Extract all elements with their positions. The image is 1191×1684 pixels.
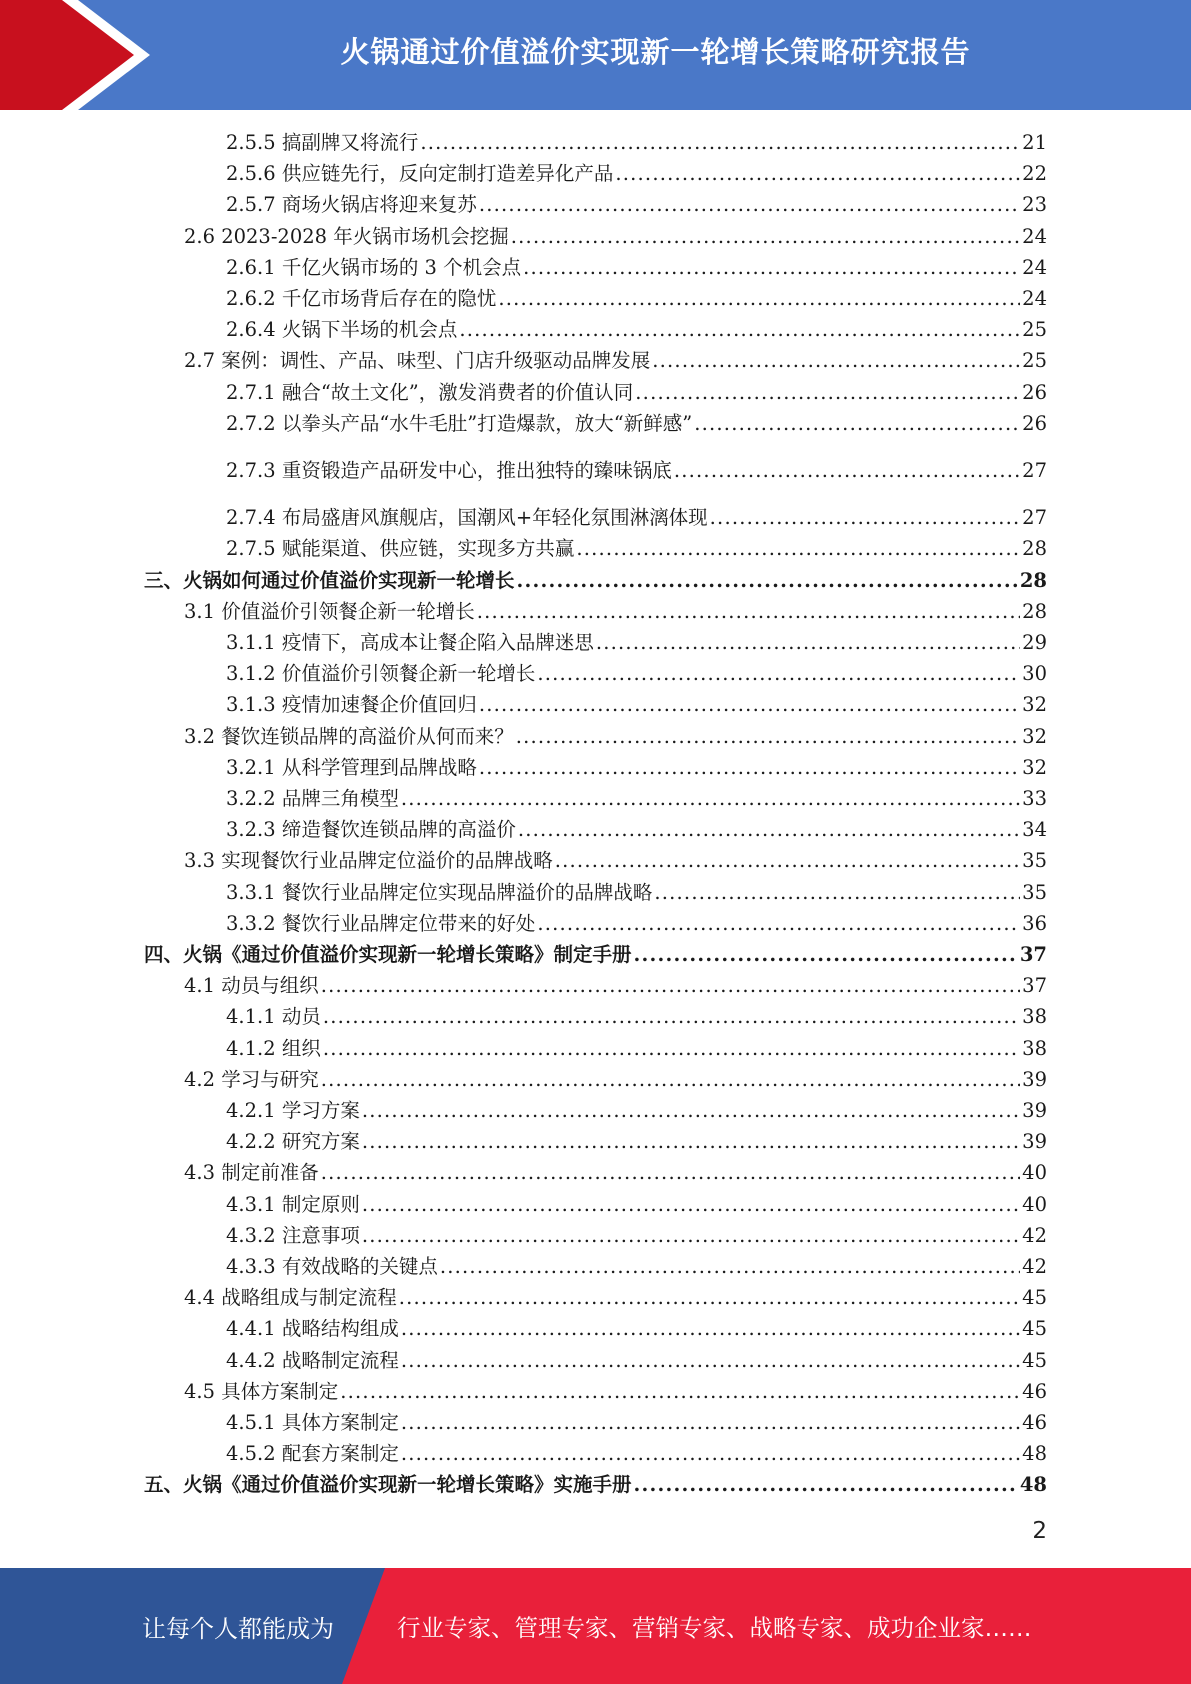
toc-entry-page: 26 xyxy=(1022,380,1047,404)
toc-entry[interactable] xyxy=(226,534,1047,564)
toc-entry-page: 23 xyxy=(1022,193,1047,217)
toc-entry[interactable] xyxy=(184,222,1047,252)
toc-entry-page: 35 xyxy=(1022,849,1047,873)
toc-entry-page: 26 xyxy=(1022,411,1047,435)
toc-entry-title: 2.7.5 赋能渠道、供应链，实现多方共赢 xyxy=(226,537,575,561)
toc-entry[interactable] xyxy=(184,1283,1047,1313)
toc-entry-title: 4.4 战略组成与制定流程 xyxy=(184,1286,397,1310)
toc-dot-leader xyxy=(517,566,1018,596)
toc-entry-title: 2.6 2023-2028 年火锅市场机会挖掘 xyxy=(184,224,509,248)
toc-dot-leader xyxy=(401,1346,1020,1376)
toc-dot-leader xyxy=(694,409,1020,439)
toc-entry[interactable] xyxy=(184,971,1047,1001)
toc-entry-page: 46 xyxy=(1022,1411,1047,1434)
toc-entry-page: 28 xyxy=(1019,568,1047,592)
toc-entry[interactable] xyxy=(184,722,1047,752)
toc-dot-leader xyxy=(401,1408,1020,1438)
toc-dot-leader xyxy=(362,1221,1020,1251)
toc-dot-leader xyxy=(440,1252,1020,1282)
toc-dot-leader xyxy=(634,940,1018,970)
toc-entry-page: 39 xyxy=(1022,1099,1047,1122)
toc-entry-title: 4.2.2 研究方案 xyxy=(226,1130,360,1154)
toc-entry-page: 35 xyxy=(1022,880,1047,904)
toc-entry[interactable] xyxy=(184,346,1047,376)
toc-entry[interactable] xyxy=(226,409,1047,439)
toc-dot-leader xyxy=(401,1439,1020,1469)
toc-entry-page: 34 xyxy=(1022,818,1047,842)
toc-entry-title: 4.3.2 注意事项 xyxy=(226,1223,360,1247)
toc-entry-page: 40 xyxy=(1022,1192,1047,1216)
toc-entry-page: 25 xyxy=(1022,349,1047,373)
toc-entry-title: 3.2 餐饮连锁品牌的高溢价从何而来？ xyxy=(184,724,514,748)
toc-entry-title: 2.6.2 千亿市场背后存在的隐忧 xyxy=(226,287,497,310)
toc-entry[interactable] xyxy=(184,1158,1047,1188)
toc-entry-title: 四、火锅《通过价值溢价实现新一轮增长策略》制定手册 xyxy=(144,943,632,966)
toc-dot-leader xyxy=(479,190,1020,220)
toc-entry-title: 4.2.1 学习方案 xyxy=(226,1099,360,1122)
toc-dot-leader xyxy=(555,846,1020,876)
toc-entry-title: 3.3.1 餐饮行业品牌定位实现品牌溢价的品牌战略 xyxy=(226,880,653,904)
toc-entry-page: 24 xyxy=(1022,287,1047,310)
toc-entry-page: 37 xyxy=(1019,943,1047,966)
toc-dot-leader xyxy=(362,1127,1020,1157)
toc-entry[interactable] xyxy=(226,815,1047,845)
toc-entry-page: 42 xyxy=(1022,1223,1047,1247)
toc-dot-leader xyxy=(518,815,1020,845)
toc-entry-page: 39 xyxy=(1022,1067,1047,1091)
toc-entry-title: 3.2.1 从科学管理到品牌战略 xyxy=(226,755,477,779)
page-header xyxy=(0,0,1191,110)
toc-entry[interactable] xyxy=(226,784,1047,814)
toc-entry-page: 46 xyxy=(1022,1379,1047,1403)
toc-entry[interactable] xyxy=(144,566,1047,596)
toc-entry[interactable] xyxy=(184,1377,1047,1407)
toc-entry[interactable] xyxy=(226,315,1047,345)
toc-entry-title: 3.1.1 疫情下，高成本让餐企陷入品牌迷思 xyxy=(226,631,594,654)
toc-entry[interactable] xyxy=(226,190,1047,220)
header-red-arrow xyxy=(0,0,135,110)
toc-dot-leader xyxy=(576,534,1020,564)
toc-entry-title: 2.7.1 融合“故土文化”，激发消费者的价值认同 xyxy=(226,380,634,404)
toc-entry-title: 4.5 具体方案制定 xyxy=(184,1379,339,1403)
toc-entry[interactable] xyxy=(226,378,1047,408)
toc-dot-leader xyxy=(362,1190,1020,1220)
toc-entry-title: 4.3.3 有效战略的关键点 xyxy=(226,1255,438,1278)
toc-dot-leader xyxy=(674,456,1020,486)
toc-entry[interactable] xyxy=(226,253,1047,283)
toc-entry[interactable] xyxy=(226,1408,1047,1438)
toc-dot-leader xyxy=(654,878,1020,908)
toc-entry[interactable] xyxy=(226,1034,1047,1064)
toc-dot-leader xyxy=(321,971,1020,1001)
page-footer xyxy=(0,1568,1191,1684)
toc-dot-leader xyxy=(634,1470,1018,1500)
toc-dot-leader xyxy=(615,159,1020,189)
toc-entry[interactable] xyxy=(226,1096,1047,1126)
toc-entry-title: 4.1.1 动员 xyxy=(226,1005,321,1029)
toc-entry-title: 3.1.2 价值溢价引领餐企新一轮增长 xyxy=(226,662,536,686)
toc-entry-page: 25 xyxy=(1022,318,1047,342)
toc-entry-page: 45 xyxy=(1022,1348,1047,1372)
toc-entry[interactable] xyxy=(226,878,1047,908)
toc-entry[interactable] xyxy=(226,128,1047,158)
toc-entry-page: 32 xyxy=(1022,693,1047,717)
toc-entry-title: 2.7.4 布局盛唐风旗舰店，国潮风+年轻化氛围淋漓体现 xyxy=(226,506,708,530)
toc-entry-page: 48 xyxy=(1019,1473,1047,1497)
toc-entry-title: 2.5.7 商场火锅店将迎来复苏 xyxy=(226,193,477,217)
toc-entry-title: 五、火锅《通过价值溢价实现新一轮增长策略》实施手册 xyxy=(144,1473,632,1497)
toc-entry[interactable] xyxy=(226,1221,1047,1251)
toc-dot-leader xyxy=(537,659,1020,689)
toc-entry-page: 39 xyxy=(1022,1130,1047,1154)
toc-dot-leader xyxy=(498,284,1020,314)
toc-entry-page: 28 xyxy=(1022,537,1047,561)
toc-entry[interactable] xyxy=(184,1065,1047,1095)
toc-entry-page: 38 xyxy=(1022,1036,1047,1060)
toc-dot-leader xyxy=(340,1377,1020,1407)
toc-entry-page: 38 xyxy=(1022,1005,1047,1029)
toc-dot-leader xyxy=(399,1283,1020,1313)
toc-dot-leader xyxy=(635,378,1020,408)
toc-entry[interactable] xyxy=(144,1470,1047,1500)
toc-entry[interactable] xyxy=(226,1439,1047,1469)
toc-entry[interactable] xyxy=(226,284,1047,314)
toc-entry-page: 28 xyxy=(1022,599,1047,623)
toc-entry-page: 27 xyxy=(1022,506,1047,530)
toc-entry-title: 4.3.1 制定原则 xyxy=(226,1192,360,1216)
toc-entry[interactable] xyxy=(226,1314,1047,1344)
toc-entry[interactable] xyxy=(226,628,1047,658)
footer-slogan-left: 让每个人都能成为 xyxy=(142,1614,334,1643)
toc-entry-title: 2.6.1 千亿火锅市场的 3 个机会点 xyxy=(226,255,522,279)
toc-entry-title: 4.1 动员与组织 xyxy=(184,974,319,998)
toc-entry-title: 2.7 案例：调性、产品、味型、门店升级驱动品牌发展 xyxy=(184,349,651,373)
toc-entry-page: 30 xyxy=(1022,662,1047,686)
toc-entry-page: 27 xyxy=(1022,459,1047,482)
toc-entry[interactable] xyxy=(226,1190,1047,1220)
toc-entry-title: 3.2.2 品牌三角模型 xyxy=(226,787,399,810)
toc-dot-leader xyxy=(652,346,1020,376)
toc-entry-title: 4.2 学习与研究 xyxy=(184,1067,319,1091)
toc-dot-leader xyxy=(511,222,1020,252)
toc-entry-page: 24 xyxy=(1022,224,1047,248)
toc-dot-leader xyxy=(420,128,1020,158)
toc-entry[interactable] xyxy=(226,1002,1047,1032)
toc-entry[interactable] xyxy=(226,503,1047,533)
toc-dot-leader xyxy=(323,1034,1020,1064)
toc-entry-title: 4.5.2 配套方案制定 xyxy=(226,1442,399,1466)
toc-dot-leader xyxy=(401,1314,1020,1344)
toc-entry-title: 4.5.1 具体方案制定 xyxy=(226,1411,399,1434)
toc-entry-title: 2.7.3 重资锻造产品研发中心，推出独特的臻味锅底 xyxy=(226,459,672,482)
page-number: 2 xyxy=(1032,1518,1047,1544)
toc-entry-title: 3.2.3 缔造餐饮连锁品牌的高溢价 xyxy=(226,818,516,842)
toc-entry-title: 3.1 价值溢价引领餐企新一轮增长 xyxy=(184,599,475,623)
toc-entry-page: 36 xyxy=(1022,911,1047,935)
toc-entry[interactable] xyxy=(184,597,1047,627)
toc-entry[interactable] xyxy=(226,690,1047,720)
footer-slogan-right: 行业专家、管理专家、营销专家、战略专家、成功企业家…… xyxy=(397,1614,1032,1642)
toc-dot-leader xyxy=(479,753,1020,783)
toc-entry-page: 48 xyxy=(1022,1442,1047,1466)
toc-entry[interactable] xyxy=(226,909,1047,939)
toc-dot-leader xyxy=(596,628,1020,658)
toc-dot-leader xyxy=(321,1158,1020,1188)
toc-entry-page: 42 xyxy=(1022,1255,1047,1278)
toc-entry[interactable] xyxy=(184,846,1047,876)
toc-entry-title: 2.6.4 火锅下半场的机会点 xyxy=(226,318,458,342)
toc-entry-page: 40 xyxy=(1022,1161,1047,1185)
toc-entry-page: 45 xyxy=(1022,1286,1047,1310)
toc-entry-page: 33 xyxy=(1022,787,1047,810)
header-title: 火锅通过价值溢价实现新一轮增长策略研究报告 xyxy=(340,34,971,69)
toc-entry[interactable] xyxy=(226,456,1047,486)
toc-entry-title: 4.4.2 战略制定流程 xyxy=(226,1348,399,1372)
toc-dot-leader xyxy=(523,253,1020,283)
toc-entry-title: 3.3.2 餐饮行业品牌定位带来的好处 xyxy=(226,911,536,935)
toc-entry-title: 2.5.5 搞副牌又将流行 xyxy=(226,131,419,154)
toc-entry[interactable] xyxy=(226,159,1047,189)
toc-entry-title: 2.5.6 供应链先行，反向定制打造差异化产品 xyxy=(226,162,614,186)
toc-dot-leader xyxy=(516,722,1020,752)
toc-entry[interactable] xyxy=(226,753,1047,783)
toc-dot-leader xyxy=(710,503,1021,533)
toc-entry-title: 三、火锅如何通过价值溢价实现新一轮增长 xyxy=(144,568,515,592)
toc-dot-leader xyxy=(459,315,1020,345)
toc-entry[interactable] xyxy=(226,1127,1047,1157)
toc-dot-leader xyxy=(477,597,1020,627)
toc-entry-page: 45 xyxy=(1022,1317,1047,1341)
toc-entry-page: 24 xyxy=(1022,255,1047,279)
toc-entry-title: 3.3 实现餐饮行业品牌定位溢价的品牌战略 xyxy=(184,849,553,873)
toc-entry-title: 4.4.1 战略结构组成 xyxy=(226,1317,399,1341)
toc-entry-page: 21 xyxy=(1022,131,1047,154)
toc-dot-leader xyxy=(537,909,1020,939)
toc-dot-leader xyxy=(479,690,1020,720)
toc-dot-leader xyxy=(323,1002,1020,1032)
toc-entry-title: 4.1.2 组织 xyxy=(226,1036,321,1060)
toc-entry[interactable] xyxy=(226,1346,1047,1376)
toc-dot-leader xyxy=(362,1096,1020,1126)
toc-entry-title: 4.3 制定前准备 xyxy=(184,1161,319,1185)
toc-entry[interactable] xyxy=(226,1252,1047,1282)
toc-entry-page: 32 xyxy=(1022,724,1047,748)
toc-entry-title: 3.1.3 疫情加速餐企价值回归 xyxy=(226,693,477,717)
toc-entry-page: 29 xyxy=(1022,631,1047,654)
toc-entry[interactable] xyxy=(226,659,1047,689)
toc-entry[interactable] xyxy=(144,940,1047,970)
toc-entry-page: 22 xyxy=(1022,162,1047,186)
toc-dot-leader xyxy=(401,784,1020,814)
toc-entry-title: 2.7.2 以拳头产品“水牛毛肚”打造爆款，放大“新鲜感” xyxy=(226,411,693,435)
toc-entry-page: 32 xyxy=(1022,755,1047,779)
toc-entry-page: 37 xyxy=(1022,974,1047,998)
toc-dot-leader xyxy=(321,1065,1020,1095)
